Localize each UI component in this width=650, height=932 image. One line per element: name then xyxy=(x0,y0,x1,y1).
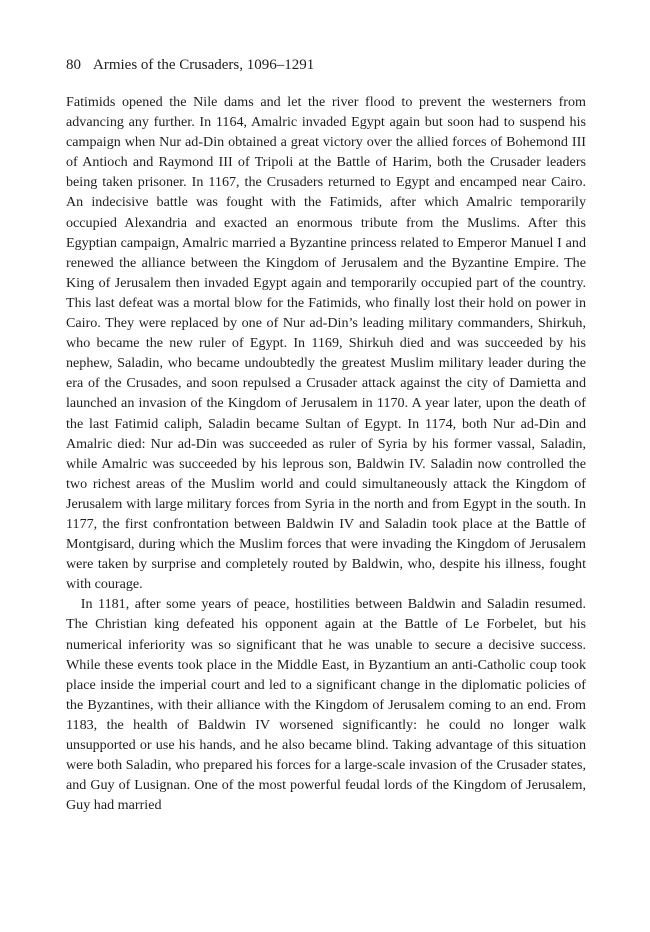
paragraph-continued: Fatimids opened the Nile dams and let the river flood to prevent the westerners from advancing any further. In 1164, Amalric invaded Egypt again but soon had to suspend his campaign when Nur ad-Din obtained a great victory over the allied forces of Bohemond III of Antioch and Raymond III of Tripoli at the Battle of Harim, both the Crusader leaders being taken prisoner. In 1167, the Crusaders returned to Egypt and encamped near Cairo. An indecisive battle was fought with the Fatimids, after which Amalric temporarily occupied Alexandria and exacted an enormous tribute from the Muslims. After this Egyptian campaign, Amalric married a Byzantine princess related to Emperor Manuel I and renewed the alliance between the Kingdom of Jerusalem and the Byzantine Empire. The King of Jerusalem then invaded Egypt again and temporarily occupied part of the country. This last defeat was a mortal blow for the Fatimids, who finally lost their hold on power in Cairo. They were replaced by one of Nur ad-Din’s leading military commanders, Shirkuh, who became the new ruler of Egypt. In 1169, Shirkuh died and was succeeded by his nephew, Saladin, who became undoubtedly the greatest Muslim military leader during the era of the Crusades, and soon repulsed a Crusader attack against the city of Damietta and launched an invasion of the Kingdom of Jerusalem in 1170. A year later, upon the death of the last Fatimid caliph, Saladin became Sultan of Egypt. In 1174, both Nur ad-Din and Amalric died: Nur ad-Din was succeeded as ruler of Syria by his former vassal, Saladin, while Amalric was succeeded by his leprous son, Baldwin IV. Saladin now controlled the two richest areas of the Muslim world and could simultaneously attack the Kingdom of Jerusalem with large military forces from Syria in the north and from Egypt in the south. In 1177, the first confrontation between Baldwin IV and Saladin took place at the Battle of Montgisard, during which the Muslim forces that were invading the Kingdom of Jerusalem were taken by surprise and completely routed by Baldwin, who, despite his illness, fought with courage. xyxy=(66,94,586,593)
running-header xyxy=(66,55,314,75)
body-text xyxy=(66,92,586,815)
paragraph: In 1181, after some years of peace, hostilities between Baldwin and Saladin resumed. The Christian king defeated his opponent again at the Battle of Le Forbelet, but his numerical inferiority was so significant that he was unable to secure a decisive success. While these events took place in the Middle East, in Byzantium an anti-Catholic coup took place inside the imperial court and led to a significant change in the diplomatic policies of the Byzantines, with their alliance with the Kingdom of Jerusalem coming to an end. From 1183, the health of Baldwin IV worsened significantly: he could no longer walk unsupported or use his hands, and he also became blind. Taking advantage of this situation were both Saladin, who prepared his forces for a large-scale invasion of the Crusader states, and Guy of Lusignan. One of the most powerful feudal lords of the Kingdom of Jerusalem, Guy had married xyxy=(66,596,586,814)
page-number: 80 xyxy=(66,57,81,73)
running-title: Armies of the Crusaders, 1096–1291 xyxy=(93,57,315,73)
